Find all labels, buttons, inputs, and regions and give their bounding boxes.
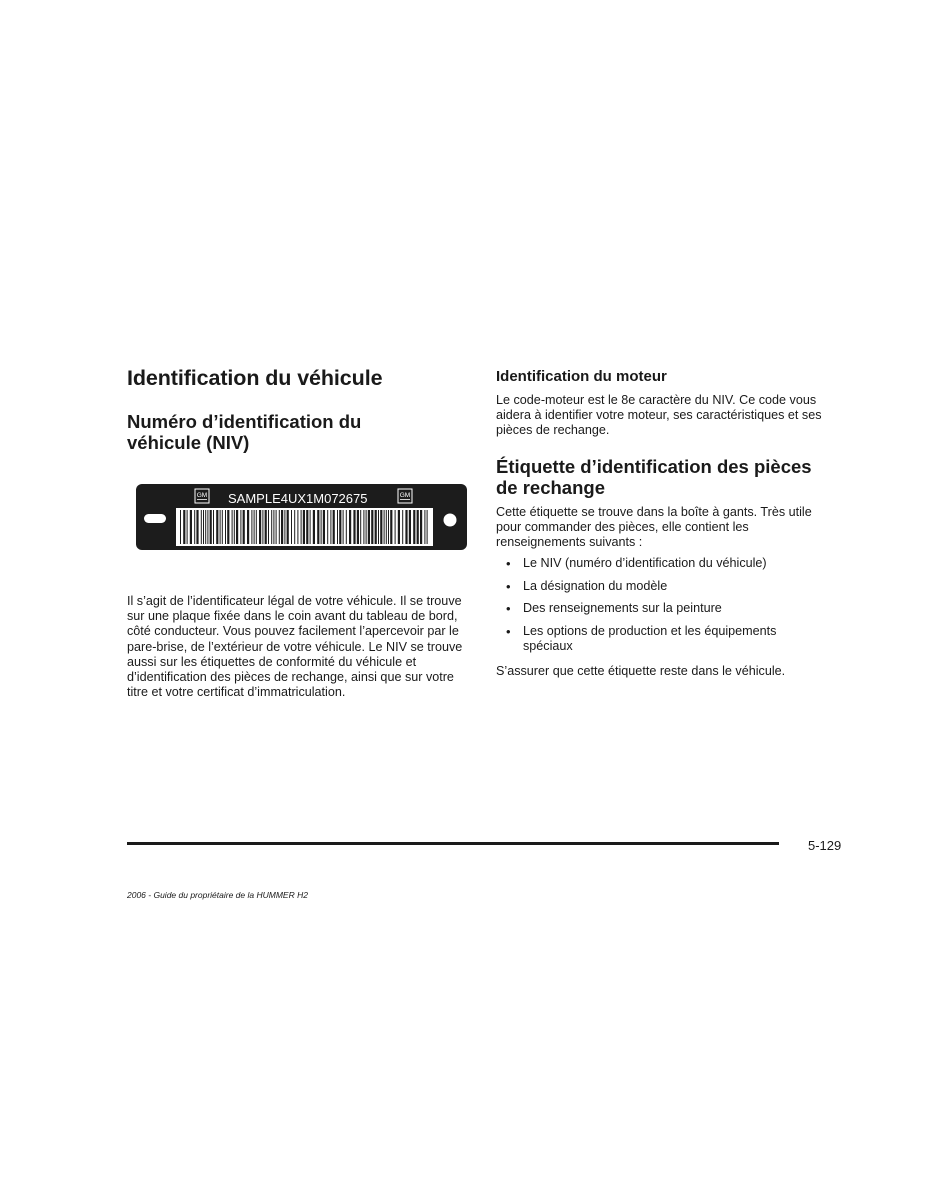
bullet-icon: • (506, 601, 511, 617)
parts-label-heading-line2: de rechange (496, 477, 605, 498)
bullet-icon: • (506, 624, 511, 640)
vin-plate-svg (136, 484, 467, 550)
parts-label-text: Cette étiquette se trouve dans la boîte à gants. Très utile pour commander des pièces, elle contient les renseignements suivants : (496, 505, 812, 550)
footer-rule (127, 842, 779, 845)
vin-number-text: SAMPLE4UX1M072675 (228, 491, 368, 506)
parts-label-heading-line1: Étiquette d’identification des pièces (496, 456, 812, 477)
list-item: • Le NIV (numéro d’identification du véhicule) (506, 556, 767, 571)
bullet-icon: • (506, 556, 511, 571)
list-item: • Les options de production et les équipements spéciaux (506, 624, 777, 654)
guide-title-footer: 2006 - Guide du propriétaire de la HUMMER H2 (127, 890, 308, 900)
parts-label-heading (496, 456, 856, 498)
page-number: 5-129 (808, 838, 842, 853)
vin-paragraph: Il s’agit de l’identificateur légal de votre véhicule. Il se trouve sur une plaque fixée dans le coin avant du tableau de bord, côté conducteur. Vous pouvez facilement l’apercevoir par le pare-brise, de l’extérieur de votre véhicule. Le NIV se trouve aussi sur les étiquettes de conformité du véhicule et d’identification des pièces de rechange, ainsi que sur votre titre et votre certificat d’immatriculation. (127, 594, 463, 700)
bullet-icon: • (506, 578, 511, 594)
svg-text:GM: GM (399, 492, 411, 499)
vin-heading-line1: Numéro d’identification du (127, 411, 362, 432)
vin-section-heading (127, 411, 447, 453)
page-title: Identification du véhicule (127, 366, 383, 390)
list-item: • Des renseignements sur la peinture (506, 601, 722, 617)
list-item: • La désignation du modèle (506, 578, 668, 594)
closing-text: S’assurer que cette étiquette reste dans le véhicule. (496, 664, 786, 678)
engine-id-text: Le code-moteur est le 8e caractère du NIV. Ce code vous aidera à identifier votre moteur, ses caractéristiques et ses pièces de rechange. (496, 393, 822, 438)
plate-hole-right (444, 514, 457, 527)
plate-slot-left (144, 514, 166, 523)
vin-plate-illustration (136, 484, 467, 550)
barcode-icon (180, 510, 428, 544)
svg-text:GM: GM (196, 492, 208, 499)
engine-id-heading: Identification du moteur (496, 368, 667, 385)
parts-label-bullet-list (496, 556, 826, 662)
vin-heading-line2: véhicule (NIV) (127, 432, 250, 453)
